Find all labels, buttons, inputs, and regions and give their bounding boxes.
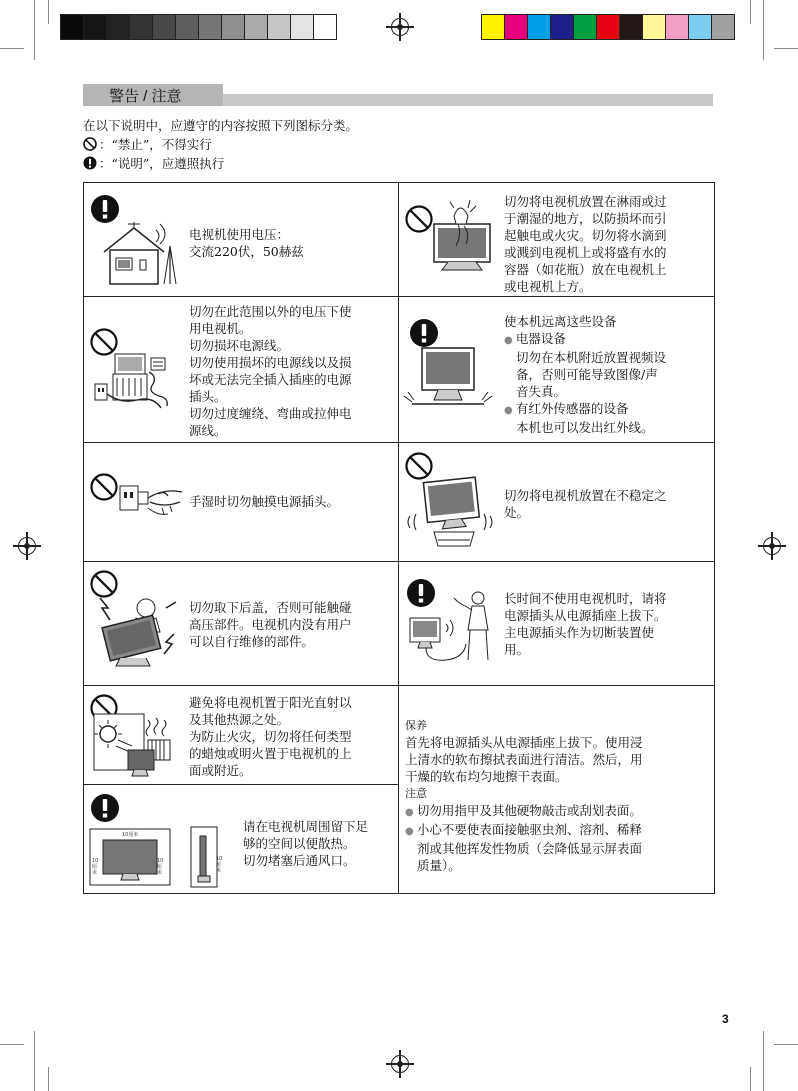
text-line: 源线。	[189, 423, 227, 438]
cord-text	[189, 303, 352, 439]
color-swatch	[268, 15, 291, 39]
legend-instruction	[83, 154, 224, 172]
registration-mark	[391, 18, 409, 36]
voltage-text	[189, 226, 304, 260]
care-note-item: ● 小心不要使表面接触驱虫剂、溶剂、稀释	[405, 821, 643, 840]
color-swatch	[666, 15, 689, 39]
house-antenna-illustration	[100, 222, 180, 286]
text-line: 切勿将电视机放置在淋雨或过	[504, 194, 667, 209]
tv-water-illustration	[430, 196, 496, 274]
color-swatch	[107, 15, 130, 39]
page-number: 3	[722, 1012, 729, 1026]
gray-color-bar	[60, 14, 337, 40]
divider	[83, 685, 715, 686]
text-line: 本机也可以发出红外线。	[516, 420, 654, 435]
text-line: 切勿取下后盖，否则可能触碰	[189, 600, 352, 615]
color-swatch	[643, 15, 666, 39]
registration-mark	[391, 1055, 409, 1073]
text-line: 电源插头从电源插座上拔下。	[504, 608, 667, 623]
section-title: 警告 / 注意	[109, 88, 182, 105]
text-line: 于潮湿的地方，以防损坏而引	[504, 211, 667, 226]
text-line: 够的空间以便散热。	[243, 836, 356, 851]
text-line: 备，否则可能导致图像/声	[516, 367, 658, 382]
care-note-item: ● 切勿用指甲及其他硬物敲击或刮划表面。	[405, 802, 643, 821]
gap-label-right: 10 厘米	[157, 858, 164, 876]
text-line: 坏或无法完全插入插座的电源	[189, 372, 352, 387]
text-line: 长时间不使用电视机时，请将	[504, 591, 667, 606]
crop-mark	[34, 1031, 35, 1091]
crop-mark	[0, 1044, 24, 1045]
text-line: 上清水的软布擦拭表面进行清洁。然后，用	[405, 752, 643, 767]
text-line: 切勿堵塞后通风口。	[243, 853, 356, 868]
text-line: 可以自行维修的部件。	[189, 634, 315, 649]
color-swatch	[84, 15, 107, 39]
text-line: 用电视机。	[189, 321, 252, 336]
exclamation-icon	[90, 793, 120, 823]
text-line: 音失真。	[516, 384, 567, 399]
power-cord-illustration	[93, 352, 185, 410]
legend-prohibit	[83, 135, 212, 153]
text-line: 切勿在此范围以外的电压下使	[189, 304, 352, 319]
wet-hands-text: 手湿时切勿触摸电源插头。	[189, 494, 340, 509]
text-line: 或溅到电视机上或将盛有水的	[504, 245, 667, 260]
crop-mark	[774, 1044, 798, 1045]
color-swatch	[551, 15, 574, 39]
devices-item-infrared: ● 有红外传感器的设备	[504, 400, 666, 419]
color-swatch	[482, 15, 505, 39]
text-line: 干燥的软布均匀地擦干表面。	[405, 769, 568, 784]
text-line: 切勿在本机附近放置视频设	[516, 350, 667, 365]
divider	[83, 442, 715, 443]
devices-item-electric: ● 电器设备	[504, 330, 666, 349]
gap-label-left: 10 厘米	[92, 858, 99, 876]
text-line: 起触电或火灾。切勿将水滴到	[504, 228, 667, 243]
text-line: 插头。	[189, 389, 227, 404]
crop-mark	[0, 48, 24, 49]
color-swatch	[505, 15, 528, 39]
rain-text	[504, 193, 667, 295]
prohibit-icon	[89, 472, 119, 502]
text-line: 或电视机上方。	[504, 279, 592, 294]
legend-prohibit-label: ：“禁止”，不得实行	[99, 137, 212, 152]
text-line: 避免将电视机置于阳光直射以	[189, 695, 352, 710]
unplug-illustration	[406, 586, 498, 668]
devices-title: 使本机远离这些设备	[504, 314, 617, 329]
color-swatch	[130, 15, 153, 39]
care-text	[405, 717, 643, 874]
text-line: 交流220伏，50赫兹	[189, 244, 304, 259]
color-swatch	[528, 15, 551, 39]
text-line: 及其他热源之处。	[189, 712, 290, 727]
exclamation-icon	[409, 318, 439, 348]
crop-mark	[48, 1067, 49, 1091]
legend-instruction-label: ：“说明”，应遵照执行	[99, 156, 225, 171]
registration-mark	[18, 537, 36, 555]
color-swatch	[222, 15, 245, 39]
color-swatch	[153, 15, 176, 39]
crop-mark	[774, 48, 798, 49]
text-line: 切勿将电视机放置在不稳定之	[504, 488, 667, 503]
color-swatch	[176, 15, 199, 39]
exclamation-icon	[83, 156, 97, 170]
heat-text	[189, 694, 352, 779]
unstable-text	[504, 487, 667, 521]
color-swatch	[199, 15, 222, 39]
text-line: 处。	[504, 505, 530, 520]
crop-mark	[750, 1067, 751, 1091]
section-header	[83, 84, 713, 106]
crop-mark	[763, 0, 764, 60]
crop-mark	[48, 0, 49, 24]
color-swatch	[245, 15, 268, 39]
text-line: 为防止火灾，切勿将任何类型	[189, 729, 352, 744]
unplug-text	[504, 590, 667, 658]
text-line: 容器（如花瓶）放在电视机上	[504, 262, 667, 277]
color-swatch	[314, 15, 336, 39]
divider	[83, 296, 715, 297]
text-line: 剂或其他挥发性物质（会降低显示屏表面	[417, 841, 643, 856]
sun-heat-illustration	[92, 710, 184, 778]
cmyk-color-bar	[481, 14, 735, 40]
color-swatch	[620, 15, 643, 39]
text-line: 面或附近。	[189, 763, 252, 778]
color-swatch	[61, 15, 84, 39]
color-swatch	[597, 15, 620, 39]
divider	[83, 784, 398, 785]
color-swatch	[712, 15, 734, 39]
color-swatch	[689, 15, 712, 39]
text-line: 用。	[504, 642, 530, 657]
crop-mark	[34, 0, 35, 60]
gap-label-top: 10厘米	[122, 832, 139, 838]
text-line: 切勿过度缠绕、弯曲或拉伸电	[189, 406, 352, 421]
ventilation-text	[243, 818, 368, 869]
text-line: 切勿损坏电源线。	[189, 338, 290, 353]
text-line: 首先将电源插头从电源插座上拔下。使用浸	[405, 735, 643, 750]
text-line: 的蜡烛或明火置于电视机的上	[189, 746, 352, 761]
intro-text: 在以下说明中，应遵守的内容按照下列图标分类。	[83, 118, 359, 133]
tv-devices-illustration	[402, 346, 494, 412]
devices-text	[504, 313, 666, 436]
text-line: 高压部件。电视机内没有用户	[189, 617, 352, 632]
divider	[83, 561, 715, 562]
back-cover-text	[189, 599, 352, 650]
care-title: 保养	[405, 719, 427, 732]
tv-back-cover-illustration	[96, 590, 186, 670]
text-line: 电视机使用电压：	[189, 227, 290, 242]
prohibit-icon	[83, 137, 97, 151]
crop-mark	[750, 0, 751, 24]
tv-unstable-illustration	[404, 476, 496, 554]
text-line: 请在电视机周围留下足	[243, 819, 369, 834]
exclamation-icon	[90, 194, 120, 224]
care-note-title: 注意	[405, 787, 427, 800]
text-line: 质量）。	[417, 858, 461, 873]
crop-mark	[763, 1031, 764, 1091]
text-line: 主电源插头作为切断装置使	[504, 625, 655, 640]
wet-hand-plug-illustration	[118, 480, 184, 518]
gap-label-side: 10 厘米	[216, 856, 223, 874]
divider	[398, 182, 399, 894]
color-swatch	[574, 15, 597, 39]
color-swatch	[291, 15, 314, 39]
registration-mark	[763, 537, 781, 555]
text-line: 切勿使用损坏的电源线以及损	[189, 355, 352, 370]
